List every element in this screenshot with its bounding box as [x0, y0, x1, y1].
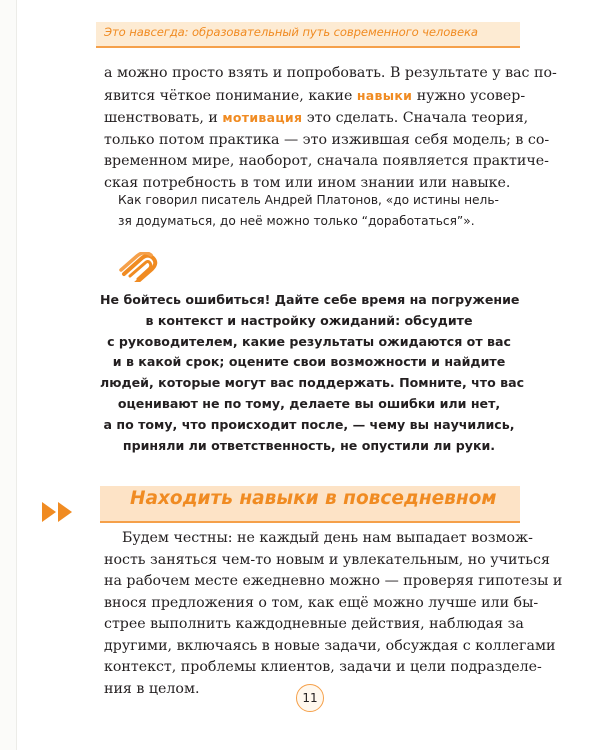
- highlight-motivation: мотивация: [222, 110, 303, 125]
- tip-line: Не бойтесь ошибиться! Дайте себе время на погружение: [100, 292, 520, 307]
- section-line: ния в целом.: [104, 680, 200, 697]
- intro-line: ская потребность в том или ином знании или навыке.: [104, 174, 511, 191]
- tip-line: оценивают не по тому, делаете вы ошибки или нет,: [117, 395, 501, 411]
- section-paragraph: [104, 528, 563, 700]
- quote-line: зя додуматься, до неё можно только “доработаться”».: [118, 214, 475, 228]
- section-line: контекст, проблемы клиентов, задачи и цели подразделе-: [104, 659, 542, 675]
- header-rule: [96, 46, 520, 48]
- tip-callout: [100, 290, 525, 456]
- tip-line: людей, которые могут вас поддержать. Помните, что вас: [100, 375, 525, 391]
- page-edge: [0, 0, 17, 750]
- double-arrow-icon: [40, 500, 78, 524]
- paperclip-icon: [118, 252, 162, 282]
- section-line: Будем честны: не каждый день нам выпадает возмож-: [122, 530, 533, 546]
- intro-line: шенствовать, и мотивация это сделать. Сначала теория,: [104, 110, 529, 126]
- intro-line: явится чёткое понимание, какие навыки нужно усовер-: [104, 87, 526, 104]
- intro-line: только потом практика — это изжившая себя модель; в со-: [104, 131, 550, 148]
- tip-line: с руководителем, какие результаты ожидаются от вас: [107, 333, 511, 349]
- section-line: другими, включаясь в новые задачи, обсуждая с коллегами: [104, 637, 556, 654]
- page-number: 11: [296, 684, 324, 712]
- highlight-skills: навыки: [356, 87, 413, 103]
- section-line: внося предложения о том, как ещё можно лучше или бы-: [104, 594, 539, 611]
- intro-paragraph: [104, 63, 557, 194]
- section-line: ность заняться чем-то новым и увлекательным, но учиться: [104, 551, 550, 568]
- section-line: на рабочем месте ежедневно можно — проверяя гипотезы и: [104, 573, 563, 589]
- section-rule: [100, 521, 520, 523]
- tip-line: а по тому, что происходит после, — чему вы научились,: [103, 416, 515, 432]
- platonov-quote: [118, 190, 518, 232]
- quote-line: Как говорил писатель Андрей Платонов, «до истины нель-: [118, 193, 499, 207]
- tip-line: в контекст и настройку ожиданий: обсудите: [145, 312, 473, 328]
- running-header: Это навсегда: образовательный путь современного человека: [104, 25, 478, 39]
- intro-line: временном мире, наоборот, сначала появляется практиче-: [104, 153, 549, 169]
- tip-line: приняли ли ответственность, не опустили ли руки.: [122, 437, 496, 453]
- intro-line: а можно просто взять и попробовать. В результате у вас по-: [104, 65, 557, 81]
- tip-line: и в какой срок; оцените свои возможности и найдите: [112, 354, 506, 370]
- section-title: Находить навыки в повседневном: [130, 488, 497, 509]
- section-line: стрее выполнить каждодневные действия, наблюдая за: [104, 616, 524, 632]
